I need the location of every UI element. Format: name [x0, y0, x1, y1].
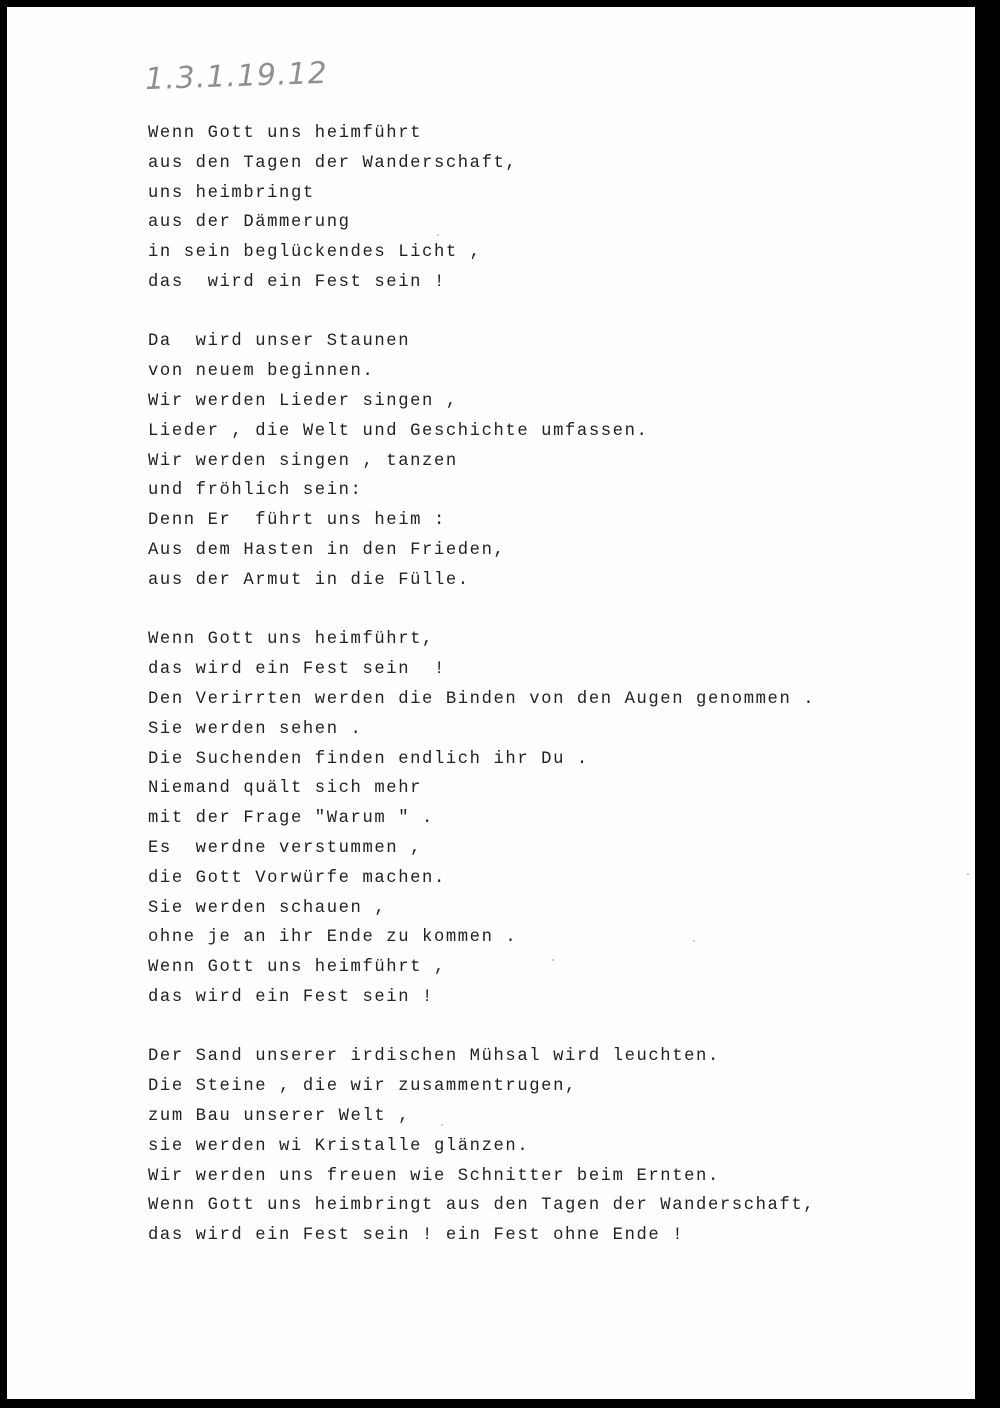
scan-speck	[967, 873, 969, 875]
poem-line: Sie werden sehen .	[148, 719, 363, 739]
poem-line: Wenn Gott uns heimführt ,	[148, 958, 446, 978]
poem-line: aus den Tagen der Wanderschaft,	[148, 153, 518, 173]
poem-line: in sein beglückendes Licht ,	[148, 243, 482, 263]
poem-line: aus der Dämmerung	[148, 213, 351, 233]
scan-speck	[552, 959, 554, 961]
stanza-2	[148, 327, 815, 595]
poem-line: Der Sand unserer irdischen Mühsal wird leuchten.	[148, 1047, 720, 1067]
scan-speck	[693, 940, 695, 942]
scan-speck	[441, 1124, 443, 1126]
poem-line: Denn Er führt uns heim :	[148, 511, 446, 531]
poem	[148, 119, 815, 1281]
poem-line: Wir werden singen , tanzen	[148, 451, 458, 471]
scan-speck	[437, 234, 439, 236]
poem-line: zum Bau unserer Welt ,	[148, 1106, 411, 1126]
poem-line: Da wird unser Staunen	[148, 332, 411, 352]
poem-line: ohne je an ihr Ende zu kommen .	[148, 928, 518, 948]
poem-line: und fröhlich sein:	[148, 481, 363, 501]
poem-line: Wir werden uns freuen wie Schnitter beim Ernten.	[148, 1166, 720, 1186]
poem-line: Lieder , die Welt und Geschichte umfassen.	[148, 421, 649, 441]
poem-line: Den Verirrten werden die Binden von den Augen genommen .	[148, 689, 816, 709]
document-page	[7, 7, 975, 1399]
stanza-4	[148, 1042, 815, 1251]
poem-line: uns heimbringt	[148, 183, 315, 203]
poem-line: Sie werden schauen ,	[148, 898, 387, 918]
poem-line: Wenn Gott uns heimführt,	[148, 630, 434, 650]
poem-line: Die Steine , die wir zusammentrugen,	[148, 1077, 577, 1097]
poem-line: das wird ein Fest sein ! ein Fest ohne Ende !	[148, 1226, 685, 1246]
poem-line: Wir werden Lieder singen ,	[148, 392, 458, 412]
poem-line: Wenn Gott uns heimführt	[148, 124, 423, 143]
poem-line: aus der Armut in die Fülle.	[148, 570, 470, 590]
poem-line: sie werden wi Kristalle glänzen.	[148, 1136, 530, 1156]
poem-line: mit der Frage "Warum " .	[148, 809, 434, 829]
poem-line: das wird ein Fest sein !	[148, 987, 434, 1007]
poem-line: die Gott Vorwürfe machen.	[148, 868, 446, 888]
poem-line: das wird ein Fest sein !	[148, 660, 446, 680]
poem-line: Niemand quält sich mehr	[148, 779, 423, 799]
stanza-3	[148, 625, 815, 1012]
poem-line: von neuem beginnen.	[148, 362, 375, 382]
poem-line: Es werdne verstummen ,	[148, 838, 423, 858]
poem-line: das wird ein Fest sein !	[148, 272, 446, 292]
poem-line: Wenn Gott uns heimbringt aus den Tagen der Wanderschaft,	[148, 1196, 816, 1216]
handwritten-annotation: 1.3.1.19.12	[144, 55, 329, 98]
poem-line: Die Suchenden finden endlich ihr Du .	[148, 749, 589, 769]
poem-line: Aus dem Hasten in den Frieden,	[148, 541, 506, 561]
stanza-1	[148, 119, 815, 298]
